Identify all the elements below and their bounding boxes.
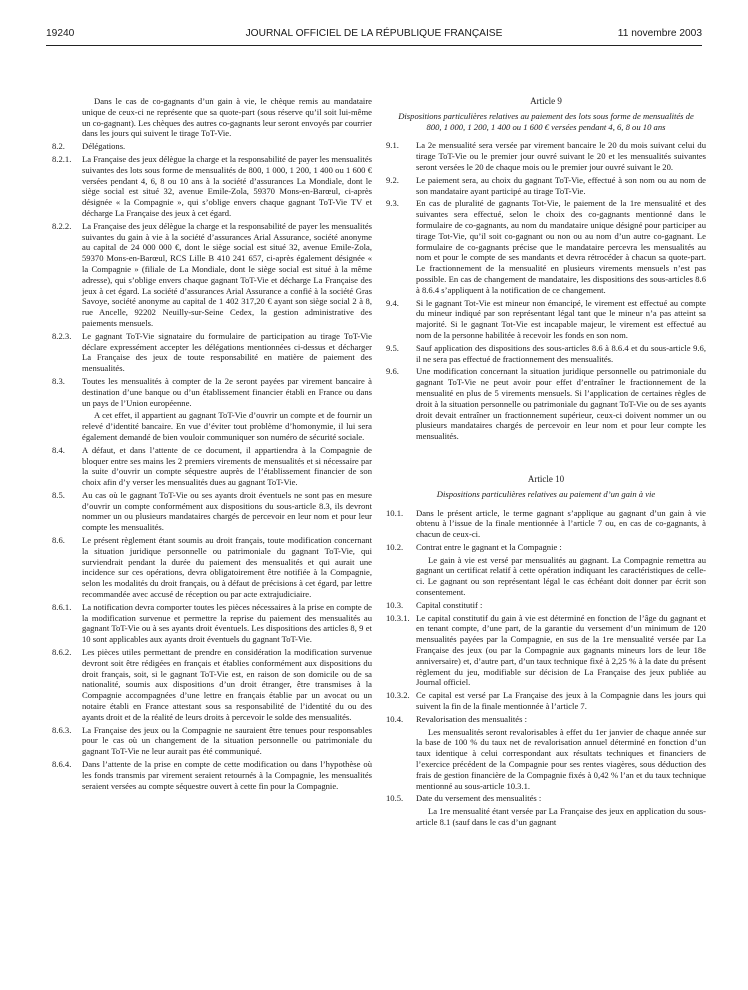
numbered-paragraph [52,376,372,408]
indented-paragraph: Dans le cas de co-gagnants d’un gain à vie, le chèque remis au mandataire unique de ceux-ci ne représente que sa quote-part (sous réserve qu’il soit lui-même un co-gagnant). Les chèques des autres co-gagnants leur seront envoyés par courrier dans les jours qui suivent le tirage ToT-Vie. [82,96,372,139]
numbered-paragraph [386,343,706,365]
article-subtitle: Dispositions particulières relatives au paiement d’un gain à vie [436,488,656,499]
section-spacer [386,444,706,474]
publication-date: 11 novembre 2003 [617,28,702,39]
paragraph-text: Ce capital est versé par La Française des jeux à la Compagnie dans les jours qui suivent la fin de la finale mentionnée à l’article 7. [416,690,706,712]
paragraph-text: Le présent règlement étant soumis au droit français, toute modification concernant la situation juridique personnelle ou patrimoniale du gagnant ToT-Vie, qui surviendrait pendant la durée du paiement des mensualités et qui aurait une incidence sur ces opérations, devra obligatoirement être notifiée à la Compagnie, selon les modalités du droit français, ou à défaut de précisions à cet égard, par lettre recommandée avec accusé de réception ou par acte extrajudiciaire. [82,535,372,600]
numbered-paragraph [386,714,706,725]
paragraph-number: 8.6.4. [52,759,72,770]
paragraph-text: Le paiement sera, au choix du gagnant ToT-Vie, effectué à son nom ou au nom de son mandataire ayant participé au tirage ToT-Vie. [416,174,706,196]
numbered-paragraph [52,759,372,791]
paragraph-number: 9.3. [386,198,399,209]
paragraph-number: 8.4. [52,444,65,455]
numbered-paragraph [386,793,706,804]
paragraph-text: La notification devra comporter toutes les pièces nécessaires à la prise en compte de la modification survenue et permettre la reprise du paiement des mensualités au gagnant ToT-Vie ou à ses ayants droit éventuels. Les dispositions des articles 8, 9 et 10 sont applicables aux ayants droit éventuels du gagnant ToT-Vie. [82,601,372,645]
paragraph-number: 8.6.2. [52,647,72,658]
numbered-paragraph [52,331,372,374]
page-header [46,28,702,44]
indented-paragraph: A cet effet, il appartient au gagnant ToT-Vie d’ouvrir un compte et de fournir un relevé d’identité bancaire. En vue d’éviter tout problème d’homonymie, il lui sera également demandé de bien vouloir communiquer son numéro de sécurité sociale. [82,410,372,442]
paragraph-number: 8.2. [52,141,65,152]
paragraph-text: A défaut, et dans l’attente de ce document, il appartiendra à la Compagnie de bloquer entre ses mains les 2 premiers virements de mensualités et si nécessaire par la suite d’ouvrir un compte séquestre auprès de l’établissement financier de son choix afin d’y verser les mensualités dues au gagnant ToT-Vie. [82,444,372,488]
paragraph-text: Sauf application des dispositions des sous-articles 8.6 à 8.6.4 et du sous-article 9.6, il ne sera pas effectué de fractionnement des mensualités. [416,342,706,364]
paragraph-number: 8.2.1. [52,153,72,164]
paragraph-number: 10.4. [386,713,404,724]
numbered-paragraph [52,445,372,488]
paragraph-number: 8.5. [52,489,65,500]
numbered-paragraph [52,535,372,600]
paragraph-number: 9.2. [386,174,399,185]
numbered-paragraph [386,198,706,295]
paragraph-number: 10.3.1. [386,612,410,623]
numbered-paragraph [386,542,706,553]
paragraph-number: 10.3.2. [386,690,410,701]
paragraph-text: La Française des jeux délègue la charge et la responsabilité de payer les mensualités suivantes des lots sous forme de mensualités de 800, 1 000, 1 200, 1 400 ou 1 600 € versées pendant 4, 6, 8 ou 10 ans à la société d’assurances La Mondiale, dont le siège social est situé 32, avenue Emile-Zola, 59370 Mons-en-Barœul, ci-après désignée « la Compagnie », qui s’oblige envers chaque gagnant ToT-Vie TV et décharge La Française des jeux à cet égard. [82,153,372,218]
left-column [52,96,372,980]
numbered-paragraph [386,298,706,341]
numbered-paragraph [52,490,372,533]
numbered-paragraph [386,613,706,689]
numbered-paragraph [52,602,372,645]
numbered-paragraph [386,366,706,442]
journal-title: JOURNAL OFFICIEL DE LA RÉPUBLIQUE FRANÇAISE [245,28,503,39]
paragraph-text: Si le gagnant Tot-Vie est mineur non émancipé, le virement est effectué au compte du mineur indiqué par son représentant légal tant que le mineur n’a pas atteint sa majorité. Si le gagnant Tot-Vie est incapable majeur, le virement est effectué au nom de la personne habilitée à recevoir les fonds en son nom. [416,297,706,340]
paragraph-number: 8.3. [52,375,65,386]
paragraph-number: 9.1. [386,140,399,151]
paragraph-number: 9.4. [386,297,399,308]
numbered-paragraph [52,647,372,723]
paragraph-number: 9.5. [386,342,399,353]
numbered-paragraph [52,221,372,329]
numbered-paragraph [386,140,706,172]
numbered-paragraph [52,725,372,757]
page-number: 19240 [46,28,75,39]
numbered-paragraph [52,154,372,219]
paragraph-number: 8.6.1. [52,601,72,612]
paragraph-number: 9.6. [386,366,399,377]
indented-paragraph: Le gain à vie est versé par mensualités au gagnant. La Compagnie remettra au gagnant un certificat relatif à cette opération indiquant les caractéristiques de celle-ci. Le gagnant ou son représentant légal le cas échéant doit donner par écrit son consentement. [416,554,706,598]
article-title: Article 10 [527,473,565,484]
paragraph-number: 10.1. [386,507,404,518]
paragraph-number: 10.2. [386,541,404,552]
numbered-paragraph [52,141,372,152]
paragraph-text: La Française des jeux délègue la charge et la responsabilité de payer les mensualités suivantes du gain à vie à la société d’assurances Arial Assurance, société anonyme au capital de 24 000 000 €, dont le siège social est situé 32, avenue Emile-Zola, 59370 Mons-en-Barœul, RCS Lille B 410 241 657, ci-après également désignée « la Compagnie » (filiale de La Mondiale, dont le siège social est situé à la même adresse), qui s’oblige envers chaque gagnant ToT-Vie et décharge La Française des jeux à cet égard. La société d’assurances Arial Assurance a confié à la société Gras Savoye, société anonyme au capital de 1 402 317,20 € ayant son siège social 2 à 8, rue Ancelle, 92202 Neuilly-sur-Seine Cedex, la gestion administrative des paiements mensuels. [82,220,372,328]
paragraph-text: Date du versement des mensualités : [416,793,542,804]
paragraph-text: Toutes les mensualités à compter de la 2e seront payées par virement bancaire à destination d’une banque ou d’un établissement financier établi en France ou dans un pays de l’Union européenne. [82,375,372,408]
paragraph-text: La 2e mensualité sera versée par virement bancaire le 20 du mois suivant celui du tirage ToT-Vie ou le premier jour ouvré suivant le 20 et les mensualités suivantes seront versées le 20 de chaque mois ou le premier jour ouvré suivant le 20. [416,140,706,172]
numbered-paragraph [386,600,706,611]
paragraph-text: En cas de pluralité de gagnants Tot-Vie, le paiement de la 1re mensualité et des suivantes sera effectué, selon le choix des co-gagnants mentionné dans le formulaire de co-gagnants, au nom du mandataire unique désigné pour participer au tirage Tot-Vie, qu’il soit co-gagnant ou non ou au nom d’un autre co-gagnant. Le formulaire de co-gagnants précise que le mandataire percevra les mensualités au nom et pour le compte de ses mandants et devra rétrocéder à chacun sa quote-part. Le fractionnement de la mensualité en plusieurs virements mensuels n’est pas possible. En cas de changement de mandataire, les dispositions des sous-articles 8.6 à 8.6.4 s’appliquent à la notification de ce changement. [416,198,706,295]
paragraph-text: Le gagnant ToT-Vie signataire du formulaire de participation au tirage ToT-Vie déclare expressément accepter les délégations mentionnées ci-dessus et décharger La Française des jeux de toute responsabilité en matière de paiement des mensualités. [82,330,372,374]
article-subtitle: Dispositions particulières relatives au paiement des lots sous forme de mensualités de 800, 1 000, 1 200, 1 400 ou 1 600 € versées pendant 4, 6, 8 ou 10 ans [398,110,694,132]
numbered-paragraph [386,508,706,540]
paragraph-text: Capital constitutif : [416,599,483,610]
paragraph-text: Dans le présent article, le terme gagnant s’applique au gagnant d’un gain à vie obtenu à l’issue de la finale mentionnée à l’article 7 ou, en cas de co-gagnants, à chacun de ceux-ci. [416,507,706,540]
paragraph-number: 8.6.3. [52,724,72,735]
paragraph-text: Au cas où le gagnant ToT-Vie ou ses ayants droit éventuels ne sont pas en mesure d’ouvrir un compte conformément aux dispositions du sous-article 8.3, ils devront nommer un ou plusieurs mandataires chargés de percevoir en leur nom et pour leur compte les mensualités. [82,489,372,533]
paragraph-text: Dans l’attente de la prise en compte de cette modification ou dans l’hypothèse où les fonds transmis par virement seraient retournés à la Compagnie, les mensualités seraient versées au compte séquestre ouvert à cette fin pour la Compagnie. [82,759,372,791]
paragraph-number: 8.6. [52,535,65,546]
paragraph-number: 10.3. [386,599,404,610]
indented-paragraph: Les mensualités seront revalorisables à effet du 1er janvier de chaque année sur la base de 100 % du taux net de revalorisation annuel déterminé en fonction d’un taux identique à celui correspondant aux résultats techniques et financiers de l’exercice précédent de la Compagnie pour ses rentes viagères, sous déduction des frais de gestion financière de la Compagnie fixés à 0,42 % l’an et du taux technique mentionné au sous-article 10.3.1. [416,726,706,791]
indented-paragraph: La 1re mensualité étant versée par La Française des jeux en application du sous-article 8.1 (sauf dans le cas d’un gagnant [416,806,706,828]
paragraph-text: Contrat entre le gagnant et la Compagnie : [416,541,562,552]
paragraph-number: 8.2.2. [52,220,72,231]
paragraph-text: Le capital constitutif du gain à vie est déterminé en fonction de l’âge du gagnant et en tenant compte, d’une part, de la garantie du versement d’un minimum de 120 mensualités payées par la Compagnie, en sus de la 1re mensualité versée par La Française des jeux (ou par la Compagnie aux gagnants mineurs lors de leur 18e anniversaire) et, d’autre part, d’un taux technique fixé à 2,25 % à la date du présent règlement du jeu, modifiable sur décision de La Française des jeux publiée au Journal officiel. [416,612,706,688]
header-rule [46,45,702,46]
paragraph-text: Revalorisation des mensualités : [416,713,527,724]
right-column [386,96,706,980]
numbered-paragraph [386,690,706,712]
numbered-paragraph [386,175,706,197]
paragraph-text: Délégations. [82,141,126,152]
paragraph-text: Une modification concernant la situation juridique personnelle ou patrimoniale du gagnant ToT-Vie ne peut avoir pour effet d’entraîner le fractionnement de la mensualité en plus de 5 virements mensuels. Si l’application de certaines règles de droit à la situation personnelle ou patrimoniale du gagnant ToT-Vie ou de ses ayants droit devait entraîner un fractionnement supérieur, ceux-ci doivent nommer un ou plusieurs mandataires chargés de percevoir en leur nom et pour leur compte les mensualités. [416,366,706,442]
paragraph-number: 8.2.3. [52,330,72,341]
paragraph-number: 10.5. [386,793,404,804]
article-title: Article 9 [530,96,562,106]
paragraph-text: La Française des jeux ou la Compagnie ne sauraient être tenues pour responsables pour le cas où un changement de la situation personnelle ou patrimoniale du gagnant ToT-Vie ne leur aurait pas été communiqué. [82,724,372,757]
paragraph-text: Les pièces utiles permettant de prendre en considération la modification survenue devront soit être rédigées en français et établies conformément aux dispositions du droit français, soit, si le gagnant ToT-Vie est, en raison de son domicile ou de sa nationalité, soumis aux dispositions d’un droit étranger, être transmises à la Compagnie accompagnées d’une lettre en français établie par un avocat ou un notaire établi en France attestant sous sa responsabilité de l’identité du ou des ayants droit et de la réalité de leurs droits à percevoir le solde des mensualités. [82,647,372,722]
